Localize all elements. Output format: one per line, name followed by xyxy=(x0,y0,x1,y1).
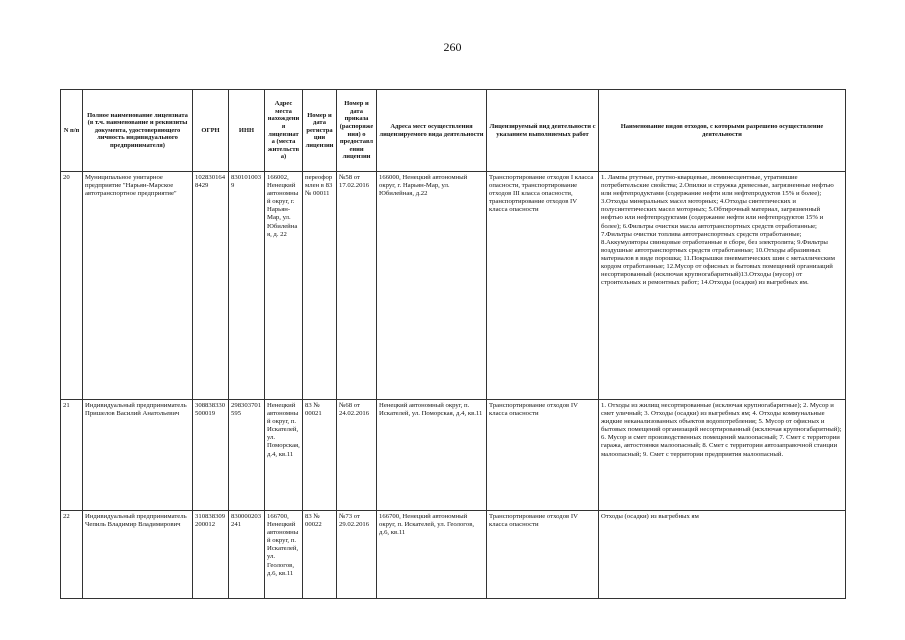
row-number: 21 xyxy=(61,400,83,511)
header-cell: Адрес места нахождения лицензиата (места жительства) xyxy=(265,90,303,172)
licensee-name: Индивидуальный предприниматель Пришелов Василий Анатольевич xyxy=(83,400,193,511)
inn: 8301010039 xyxy=(229,172,265,400)
header-cell: Полное наименование лицензиата (в т.ч. наименование и реквизиты документа, удостоверяющего личность индивидуального предпринимателя) xyxy=(83,90,193,172)
header-cell: Наименование видов отходов, с которыми разрешено осуществление деятельности xyxy=(599,90,846,172)
header-cell: ОГРН xyxy=(193,90,229,172)
licensee-address: Ненецкий автономный округ, п. Искателей, ул. Поморская, д.4, кв.11 xyxy=(265,400,303,511)
header-cell: Лицензируемый вид деятельности с указанием выполняемых работ xyxy=(487,90,599,172)
licensed-activity: Транспортирование отходов IV класса опасности xyxy=(487,400,599,511)
table-row xyxy=(61,400,846,511)
header-cell: ИНН xyxy=(229,90,265,172)
licensee-address: 166002, Ненецкий автономный округ, г. Нарьян-Мар, ул. Юбилейная, д. 22 xyxy=(265,172,303,400)
ogrn: 1028301648429 xyxy=(193,172,229,400)
ogrn: 308838330500019 xyxy=(193,400,229,511)
header-cell: N п/п xyxy=(61,90,83,172)
licensee-name: Индивидуальный предприниматель Чепиль Владимир Владимирович xyxy=(83,511,193,599)
licensed-activity: Транспортирование отходов I класса опасности, транспортирование отходов III класса опасности, транспортирование отходов IV класса опасности xyxy=(487,172,599,400)
activity-sites: 166700, Ненецкий автономный округ, п. Искателей, ул. Геологов, д.6, кв.11 xyxy=(377,511,487,599)
license-number: 83 № 00022 xyxy=(303,511,337,599)
waste-types: 1. Отходы из жилищ несортированные (исключая крупногабаритные); 2. Мусор и смет уличный; 3. Отходы (осадки) из выгребных ям; 4. Отходы коммунальные жидкие неканализованных объектов водопотребления; 5. Мусор от офисных и бытовых помещений организаций несортированный (исключая крупногабаритный); 6. Мусор и смет производственных помещений малоопасный; 7. Смет с территории гаража, автостоянки малоопасный; 8. Смет с территории автозаправочной станции малоопасный; 9. Смет с территории предприятия малоопасный. xyxy=(599,400,846,511)
table-row xyxy=(61,511,846,599)
license-number: переоформлен в 83 № 00011 xyxy=(303,172,337,400)
order-number: №73 от 29.02.2016 xyxy=(337,511,377,599)
waste-types: Отходы (осадки) из выгребных ям xyxy=(599,511,846,599)
licensee-name: Муниципальное унитарное предприятие "Нарьян-Марское автотранспортное предприятие" xyxy=(83,172,193,400)
row-number: 22 xyxy=(61,511,83,599)
page-number: 260 xyxy=(443,40,462,54)
license-table xyxy=(60,89,846,599)
header-cell: Номер и дата приказа (распоряжения) о предоставлении лицензии xyxy=(337,90,377,172)
licensed-activity: Транспортирование отходов IV класса опасности xyxy=(487,511,599,599)
table-row xyxy=(61,172,846,400)
waste-types: 1. Лампы ртутные, ртутно-кварцевые, люминесцентные, утратившие потребительские свойства; 2.Опилки и стружка древесные, загрязненные нефтью или нефтепродуктами (содержание нефти или нефтепродуктов 15% и более); 3.Отходы минеральных масел моторных; 4.Отходы синтетических и полусинтетических масел моторных; 5.Обтирочный материал, загрязненный нефтью или нефтепродуктами (содержание нефти или нефтепродуктов 15% и более); 6.Фильтры очистки масла автотранспортных средств отработанные; 7.Фильтры очистки топлива автотранспортных средств отработанные; 8.Аккумуляторы свинцовые отработанные в сборе, без электролита; 9.Фильтры воздушные автотранспортных средств отработанные; 10.Отходы абразивных материалов в виде порошка; 11.Покрышки пневматических шин с металлическим кордом отработанные; 12.Мусор от офисных и бытовых помещений организаций несортированный (исключая крупногабаритный)13.Отходы (мусор) от строительных и ремонтных работ; 14.Отходы (осадки) из выгребных ям. xyxy=(599,172,846,400)
activity-sites: Ненецкий автономный округ, п. Искателей, ул. Поморская, д.4, кв.11 xyxy=(377,400,487,511)
table-header-row xyxy=(61,90,846,172)
inn: 830000203241 xyxy=(229,511,265,599)
license-number: 83 № 00021 xyxy=(303,400,337,511)
licensee-address: 166700, Ненецкий автономный округ, п. Искателей, ул. Геологов, д.6, кв.11 xyxy=(265,511,303,599)
ogrn: 310838309200012 xyxy=(193,511,229,599)
order-number: №68 от 24.02.2016 xyxy=(337,400,377,511)
order-number: №58 от 17.02.2016 xyxy=(337,172,377,400)
inn: 298303701595 xyxy=(229,400,265,511)
header-cell: Номер и дата регистрации лицензии xyxy=(303,90,337,172)
row-number: 20 xyxy=(61,172,83,400)
activity-sites: 166000, Ненецкий автономный округ, г. Нарьян-Мар, ул. Юбилейная, д.22 xyxy=(377,172,487,400)
header-cell: Адреса мест осуществления лицензируемого вида деятельности xyxy=(377,90,487,172)
